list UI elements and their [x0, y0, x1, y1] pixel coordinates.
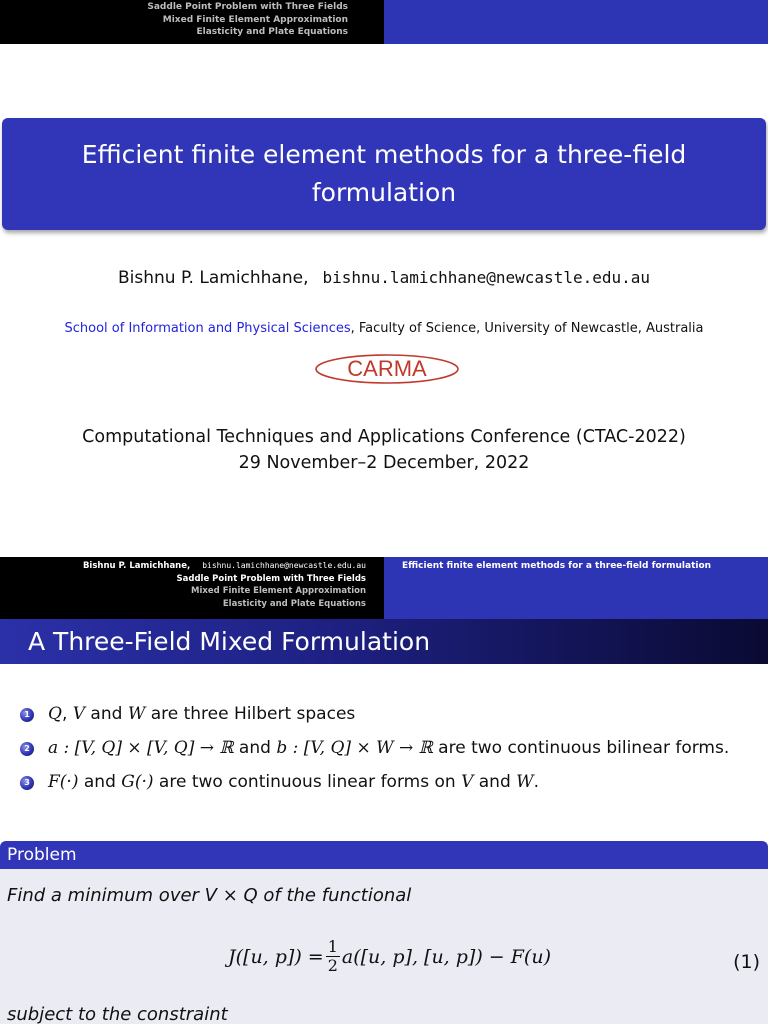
author-line: [0, 268, 768, 288]
item-text: and: [78, 772, 122, 792]
item-text: ,: [61, 704, 73, 724]
problem-block-body: [0, 869, 768, 1024]
math-inline: a : [V, Q] × [V, Q] → ℝ: [48, 738, 234, 758]
item-text: and: [233, 738, 277, 758]
title-block: [2, 118, 766, 230]
nav-section-2[interactable]: Mixed Finite Element Approximation: [162, 14, 348, 25]
item-text: are three Hilbert spaces: [145, 704, 356, 724]
header-navigation: [0, 557, 384, 619]
header-navigation: [0, 0, 384, 44]
equation-rhs: a([u, p], [u, p]) − F(u): [341, 945, 551, 968]
equation: [228, 938, 551, 975]
conference-name: Computational Techniques and Applications Conference (CTAC-2022): [82, 427, 686, 447]
bullet-number-icon: 2: [20, 742, 34, 756]
item-text: are two continuous linear forms on: [153, 772, 462, 792]
nav-section-1[interactable]: Saddle Point Problem with Three Fields: [176, 573, 366, 584]
fraction-denominator: 2: [327, 956, 338, 975]
affiliation: [0, 321, 768, 336]
fraction-numerator: 1: [327, 937, 338, 956]
list-item: [20, 736, 750, 761]
math-inline: F(·): [48, 772, 79, 792]
author-email[interactable]: bishnu.lamichhane@newcastle.edu.au: [322, 268, 651, 287]
math-inline: G(·): [121, 772, 154, 792]
logo-text: CARMA: [347, 356, 427, 381]
item-text: are two continuous bilinear forms.: [432, 738, 730, 758]
presentation-title: Efficient finite element methods for a three-field formulation: [81, 140, 687, 207]
item-text: .: [533, 772, 540, 792]
header-author-row: [0, 557, 384, 573]
list-item: [20, 770, 750, 795]
item-text: and: [85, 704, 128, 724]
carma-logo: [314, 352, 460, 386]
header-title-panel: [384, 557, 768, 619]
nav-section-3[interactable]: Elasticity and Plate Equations: [222, 598, 366, 609]
constraint-statement: subject to the constraint: [7, 1004, 228, 1025]
conference-info: [0, 424, 768, 476]
bullet-number-icon: 1: [20, 708, 34, 722]
header-right-panel: [384, 0, 768, 44]
header-author[interactable]: Bishnu P. Lamichhane,: [82, 561, 191, 571]
math-inline: V: [72, 704, 86, 724]
equation-lhs: J([u, p]) =: [228, 945, 324, 968]
fraction: [326, 938, 340, 975]
math-inline: V: [461, 772, 474, 792]
affiliation-rest: , Faculty of Science, University of Newcastle, Australia: [350, 321, 704, 336]
affiliation-link[interactable]: School of Information and Physical Sciences: [64, 321, 351, 336]
equation-number: (1): [733, 951, 760, 973]
header-email[interactable]: bishnu.lamichhane@newcastle.edu.au: [202, 561, 366, 570]
nav-section-1[interactable]: Saddle Point Problem with Three Fields: [147, 2, 348, 12]
math-inline: b : [V, Q] × W → ℝ: [276, 738, 433, 758]
header-title[interactable]: Efficient finite element methods for a three-field formulation: [402, 561, 712, 571]
item-text: and: [473, 772, 517, 792]
math-inline: Q: [48, 704, 62, 724]
content-slide: [0, 557, 768, 1024]
conference-dates: 29 November–2 December, 2022: [238, 453, 530, 473]
math-inline: W: [127, 704, 146, 724]
frame-title: A Three-Field Mixed Formulation: [0, 619, 768, 664]
problem-statement: Find a minimum over V × Q of the functional: [7, 885, 412, 906]
nav-section-3[interactable]: Elasticity and Plate Equations: [196, 27, 348, 37]
nav-section-2[interactable]: Mixed Finite Element Approximation: [191, 586, 366, 596]
list-item: [20, 702, 750, 727]
problem-block-title: Problem: [0, 841, 768, 869]
math-inline: W: [516, 772, 534, 792]
enumerated-list: [20, 702, 750, 804]
author-name: Bishnu P. Lamichhane,: [117, 268, 309, 288]
bullet-number-icon: 3: [20, 776, 34, 790]
